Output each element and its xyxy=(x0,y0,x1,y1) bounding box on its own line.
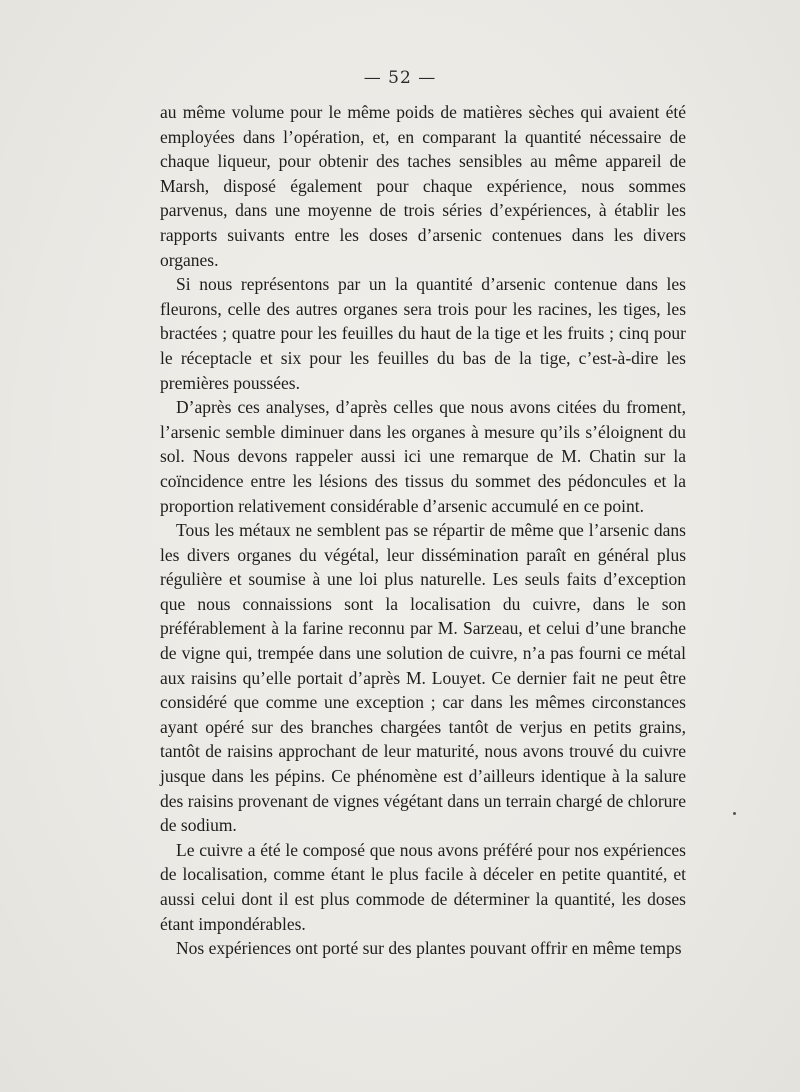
paragraph-1: au même volume pour le même poids de matières sèches qui avaient été employées dans l’opération, et, en comparant la quantité nécessaire de chaque liqueur, pour obtenir des taches sensibles au même appareil de Marsh, disposé également pour chaque expérience, nous sommes parvenus, dans une moyenne de trois séries d’expériences, à établir les rapports suivants entre les doses d’arsenic contenues dans les divers organes. xyxy=(160,102,686,270)
body-text xyxy=(160,100,686,961)
page-number: — 52 — xyxy=(363,68,437,88)
paragraph-3: D’après ces analyses, d’après celles que nous avons citées du froment, l’arsenic semble diminuer dans les organes à mesure qu’ils s’éloignent du sol. Nous devons rappeler aussi ici une remarque de M. Chatin sur la coïncidence entre les lésions des tissus du sommet des pédoncules et la proportion relativement considérable d’arsenic accumulé en ce point. xyxy=(160,397,686,516)
paragraph-5: Le cuivre a été le composé que nous avons préféré pour nos expériences de localisation, comme étant le plus facile à déceler en petite quantité, et aussi celui dont il est plus commode de déterminer la quantité, les doses étant impondérables. xyxy=(160,839,686,934)
paragraph-6: Nos expériences ont porté sur des plantes pouvant offrir en même temps xyxy=(176,938,682,959)
paragraph-2: Si nous représentons par un la quantité d’arsenic contenue dans les fleurons, celle des autres organes sera trois pour les racines, les tiges, les bractées ; quatre pour les feuilles du haut de la tige et les fruits ; cinq pour le réceptacle et six pour les feuilles du bas de la tige, c’est-à-dire les premières poussées. xyxy=(160,274,686,393)
paragraph-4: Tous les métaux ne semblent pas se répartir de même que l’arsenic dans les divers organes du végétal, leur dissémination paraît en général plus régulière et soumise à une loi plus naturelle. Les seuls faits d’exception que nous connaissions sont la localisation du cuivre, dans le son préférablement à la farine reconnu par M. Sarzeau, et celui d’une branche de vigne qui, trempée dans une solution de cuivre, n’a pas fourni ce métal aux raisins qu’elle portait d’après M. Louyet. Ce dernier fait ne peut être considéré que comme une exception ; car dans les mêmes circonstances ayant opéré sur des branches chargées tantôt de verjus en petits grains, tantôt de raisins approchant de leur maturité, nous avons trouvé du cuivre jusque dans les pépins. Ce phénomène est d’ailleurs identique à la salure des raisins provenant de vignes végétant dans un terrain chargé de chlorure de sodium. xyxy=(160,520,686,836)
ink-speck xyxy=(733,812,736,815)
